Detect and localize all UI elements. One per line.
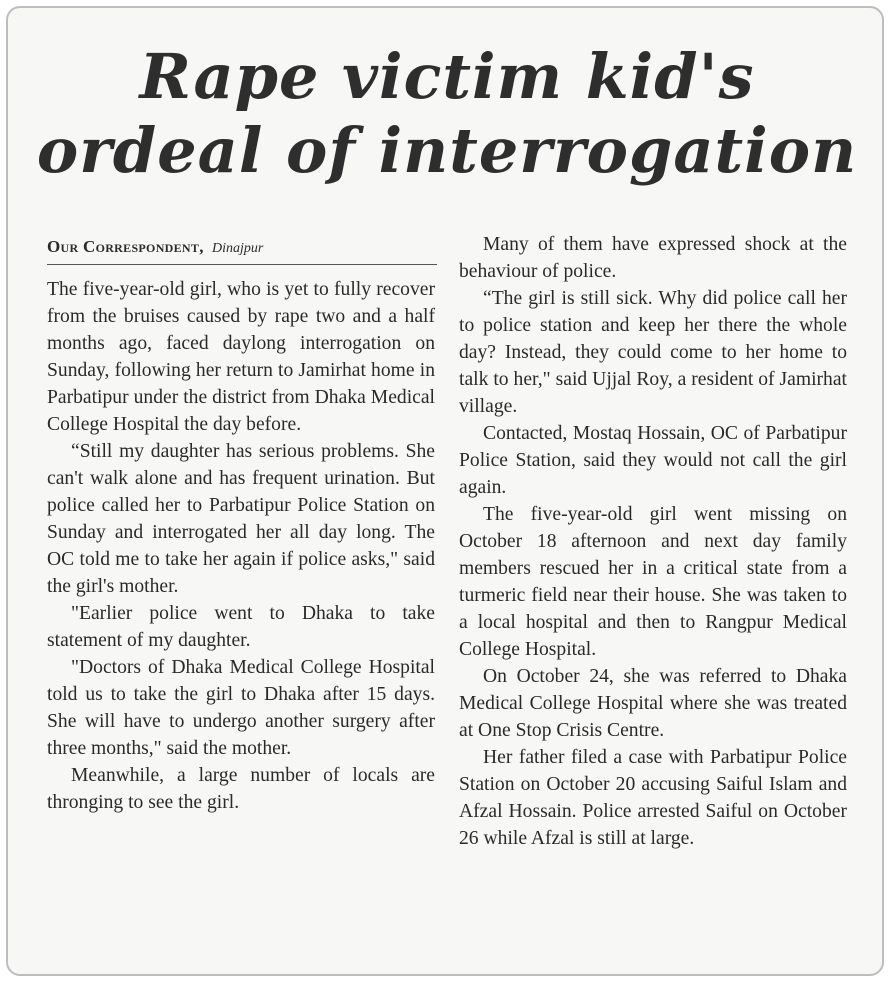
paragraph: "Doctors of Dhaka Medical College Hospital told us to take the girl to Dhaka after 15 days. She will have to undergo another surgery after three months," said the mother. [47,657,435,759]
paragraph: On October 24, she was referred to Dhaka Medical College Hospital where she was treated at One Stop Crisis Centre. [459,666,847,741]
paragraph: Meanwhile, a large number of locals are thronging to see the girl. [47,765,435,813]
paragraph: The five-year-old girl, who is yet to fully recover from the bruises caused by rape two and a half months ago, faced daylong interrogation on Sunday, following her return to Jamirhat home in Parbatipur under the district from Dhaka Medical College Hospital the day before. [47,279,435,435]
byline-correspondent: Our Correspondent, [47,237,204,256]
paragraph: Many of them have expressed shock at the behaviour of police. [459,234,847,282]
paragraph: "Earlier police went to Dhaka to take statement of my daughter. [47,603,435,651]
byline [47,236,437,265]
left-column [47,276,435,816]
headline-line-2: ordeal of interrogation [36,114,858,187]
paragraph: “Still my daughter has serious problems. She can't walk alone and has frequent urination. But police called her to Parbatipur Police Station on Sunday and interrogated her all day long. The OC told me to take her again if police asks," said the girl's mother. [47,441,435,597]
paragraph: Her father filed a case with Parbatipur Police Station on October 20 accusing Saiful Islam and Afzal Hossain. Police arrested Saiful on October 26 while Afzal is still at large. [459,747,847,849]
paragraph: Contacted, Mostaq Hossain, OC of Parbatipur Police Station, said they would not call the girl again. [459,423,847,498]
right-column [459,231,847,852]
byline-location: Dinajpur [212,241,264,256]
paragraph: The five-year-old girl went missing on October 18 afternoon and next day family members rescued her in a critical state from a turmeric field near their house. She was taken to a local hospital and then to Rangpur Medical College Hospital. [459,504,847,660]
headline [0,40,894,188]
paragraph: “The girl is still sick. Why did police call her to police station and keep her there the whole day? Instead, they could come to her home to talk to her," said Ujjal Roy, a resident of Jamirhat village. [459,288,847,417]
headline-line-1: Rape victim kid's [139,40,755,113]
